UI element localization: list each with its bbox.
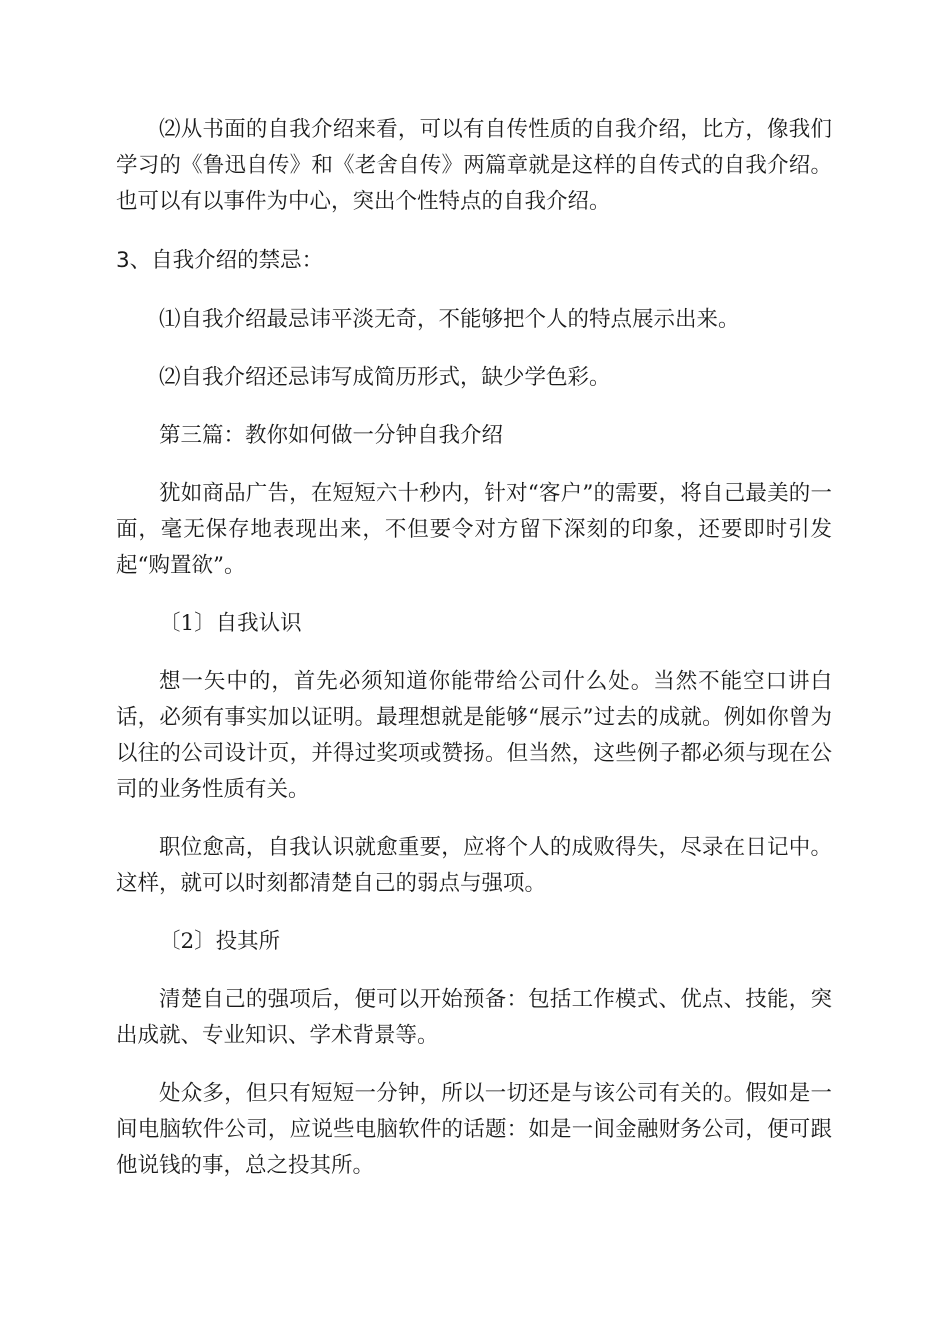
paragraph-prove-value: 想一矢中的，首先必须知道你能带给公司什么处。当然不能空口讲白话，必须有事实加以证明。最理想就是能够“展示”过去的成就。例如你曾为以往的公司设计页，并得过奖项或赞扬。但当然，这些例子都必须与现在公司的业务性质有关。	[116, 669, 832, 802]
document-page	[116, 112, 832, 1184]
chapter-title: 第三篇：教你如何做一分钟自我介绍	[159, 423, 504, 448]
paragraph-relevance: 处众多，但只有短短一分钟，所以一切还是与该公司有关的。假如是一间电脑软件公司，应说些电脑软件的话题：如是一间金融财务公司，便可跟他说钱的事，总之投其所。	[116, 1081, 832, 1178]
paragraph-taboo-1: ⑴自我介绍最忌讳平淡无奇，不能够把个人的特点展示出来。	[159, 307, 740, 332]
paragraph-written-self-intro: ⑵从书面的自我介绍来看，可以有自传性质的自我介绍，比方，像我们学习的《鲁迅自传》和《老舍自传》两篇章就是这样的自传式的自我介绍。也可以有以事件为中心，突出个性特点的自我介绍。	[116, 117, 832, 214]
section-heading-taboos: 3、自我介绍的禁忌：	[116, 248, 324, 273]
paragraph-prepare: 清楚自己的强项后，便可以开始预备：包括工作模式、优点、技能，突出成就、专业知识、学术背景等。	[116, 987, 832, 1048]
paragraph-taboo-2: ⑵自我介绍还忌讳写成简历形式，缺少学色彩。	[159, 365, 611, 390]
paragraph-position: 职位愈高，自我认识就愈重要，应将个人的成败得失，尽录在日记中。这样，就可以时刻都清楚自己的弱点与强项。	[116, 835, 832, 896]
paragraph-advertisement: 犹如商品广告，在短短六十秒内，针对“客户”的需要，将自己最美的一面，毫无保存地表现出来，不但要令对方留下深刻的印象，还要即时引发起“购置欲”。	[116, 481, 832, 578]
subheading-cater: 〔2〕投其所	[159, 929, 281, 954]
subheading-self-awareness: 〔1〕自我认识	[159, 611, 302, 636]
